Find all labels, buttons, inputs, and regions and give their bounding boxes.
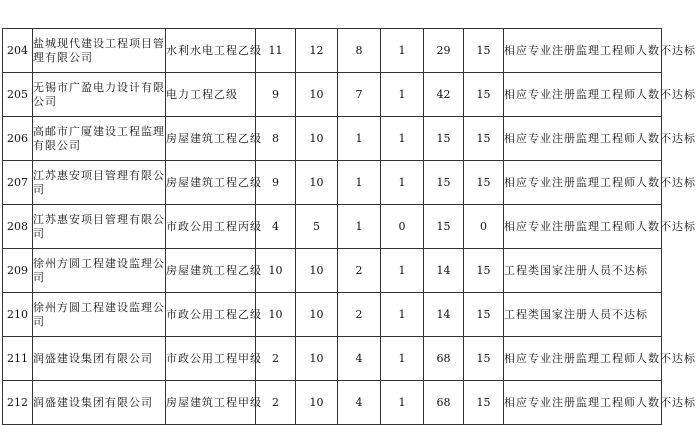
table-row (3, 117, 662, 161)
value-cell-3: 2 (338, 249, 381, 293)
value-cell-6: 15 (464, 381, 504, 425)
value-cell-6: 15 (464, 293, 504, 337)
company-name: 徐州方圆工程建设监理公司 (33, 293, 166, 337)
value-cell-3: 8 (338, 29, 381, 73)
value-cell-5: 15 (424, 161, 464, 205)
value-cell-6: 0 (464, 205, 504, 249)
value-cell-1: 9 (256, 161, 296, 205)
table-row (3, 293, 662, 337)
value-cell-5: 42 (424, 73, 464, 117)
value-cell-2: 10 (296, 381, 338, 425)
value-cell-5: 68 (424, 337, 464, 381)
deficiency-note: 相应专业注册监理工程师人数不达标 (504, 205, 662, 249)
qualification-grade: 市政公用工程乙级 (166, 293, 256, 337)
value-cell-3: 1 (338, 205, 381, 249)
value-cell-4: 1 (381, 29, 424, 73)
value-cell-5: 14 (424, 249, 464, 293)
value-cell-2: 12 (296, 29, 338, 73)
table-row (3, 249, 662, 293)
value-cell-3: 4 (338, 381, 381, 425)
value-cell-3: 7 (338, 73, 381, 117)
row-number: 207 (3, 161, 33, 205)
company-name: 江苏惠安项目管理有限公司 (33, 205, 166, 249)
row-number: 209 (3, 249, 33, 293)
value-cell-4: 1 (381, 337, 424, 381)
value-cell-4: 1 (381, 73, 424, 117)
qualification-grade: 市政公用工程丙级 (166, 205, 256, 249)
company-name: 无锡市广盈电力设计有限公司 (33, 73, 166, 117)
qualification-grade: 房屋建筑工程乙级 (166, 161, 256, 205)
table-body (3, 29, 696, 425)
qualification-grade: 水利水电工程乙级 (166, 29, 256, 73)
value-cell-6: 15 (464, 337, 504, 381)
qualification-grade: 电力工程乙级 (166, 73, 256, 117)
deficiency-note: 工程类国家注册人员不达标 (504, 249, 662, 293)
deficiency-note: 相应专业注册监理工程师人数不达标 (504, 117, 662, 161)
value-cell-1: 10 (256, 293, 296, 337)
value-cell-5: 15 (424, 205, 464, 249)
company-name: 盐城现代建设工程项目管理有限公司 (33, 29, 166, 73)
value-cell-5: 14 (424, 293, 464, 337)
table-row (3, 73, 662, 117)
value-cell-4: 1 (381, 161, 424, 205)
company-name: 润盛建设集团有限公司 (33, 337, 166, 381)
value-cell-1: 4 (256, 205, 296, 249)
table-row (3, 205, 662, 249)
table-row (3, 161, 662, 205)
row-number: 204 (3, 29, 33, 73)
value-cell-4: 1 (381, 293, 424, 337)
value-cell-2: 10 (296, 161, 338, 205)
value-cell-3: 2 (338, 293, 381, 337)
qualification-grade: 房屋建筑工程甲级 (166, 381, 256, 425)
deficiency-note: 工程类国家注册人员不达标 (504, 293, 662, 337)
value-cell-6: 15 (464, 29, 504, 73)
company-name: 徐州方圆工程建设监理公司 (33, 249, 166, 293)
value-cell-1: 9 (256, 73, 296, 117)
value-cell-5: 15 (424, 117, 464, 161)
value-cell-4: 1 (381, 117, 424, 161)
company-name: 高邮市广厦建设工程监理有限公司 (33, 117, 166, 161)
value-cell-6: 15 (464, 249, 504, 293)
deficiency-note: 相应专业注册监理工程师人数不达标 (504, 337, 662, 381)
qualification-grade: 房屋建筑工程乙级 (166, 249, 256, 293)
value-cell-5: 29 (424, 29, 464, 73)
row-number: 212 (3, 381, 33, 425)
value-cell-2: 10 (296, 73, 338, 117)
company-name: 润盛建设集团有限公司 (33, 381, 166, 425)
value-cell-5: 68 (424, 381, 464, 425)
value-cell-1: 10 (256, 249, 296, 293)
value-cell-3: 4 (338, 337, 381, 381)
qualification-grade: 市政公用工程甲级 (166, 337, 256, 381)
deficiency-note: 相应专业注册监理工程师人数不达标 (504, 29, 662, 73)
value-cell-2: 10 (296, 117, 338, 161)
value-cell-6: 15 (464, 117, 504, 161)
qualification-grade: 房屋建筑工程乙级 (166, 117, 256, 161)
value-cell-1: 2 (256, 381, 296, 425)
value-cell-3: 1 (338, 117, 381, 161)
value-cell-3: 1 (338, 161, 381, 205)
inspection-results-table (2, 28, 696, 425)
deficiency-note: 相应专业注册监理工程师人数不达标 (504, 73, 662, 117)
value-cell-1: 8 (256, 117, 296, 161)
value-cell-4: 1 (381, 249, 424, 293)
deficiency-note: 相应专业注册监理工程师人数不达标 (504, 161, 662, 205)
table-row (3, 381, 662, 425)
table-row (3, 29, 662, 73)
row-number: 208 (3, 205, 33, 249)
value-cell-4: 0 (381, 205, 424, 249)
row-number: 211 (3, 337, 33, 381)
row-number: 210 (3, 293, 33, 337)
value-cell-2: 10 (296, 337, 338, 381)
table-row (3, 337, 662, 381)
value-cell-2: 5 (296, 205, 338, 249)
row-number: 205 (3, 73, 33, 117)
company-name: 江苏惠安项目管理有限公司 (33, 161, 166, 205)
value-cell-6: 15 (464, 161, 504, 205)
value-cell-4: 1 (381, 381, 424, 425)
row-number: 206 (3, 117, 33, 161)
deficiency-note: 相应专业注册监理工程师人数不达标 (504, 381, 662, 425)
value-cell-2: 10 (296, 293, 338, 337)
value-cell-2: 10 (296, 249, 338, 293)
value-cell-1: 11 (256, 29, 296, 73)
value-cell-1: 2 (256, 337, 296, 381)
value-cell-6: 15 (464, 73, 504, 117)
